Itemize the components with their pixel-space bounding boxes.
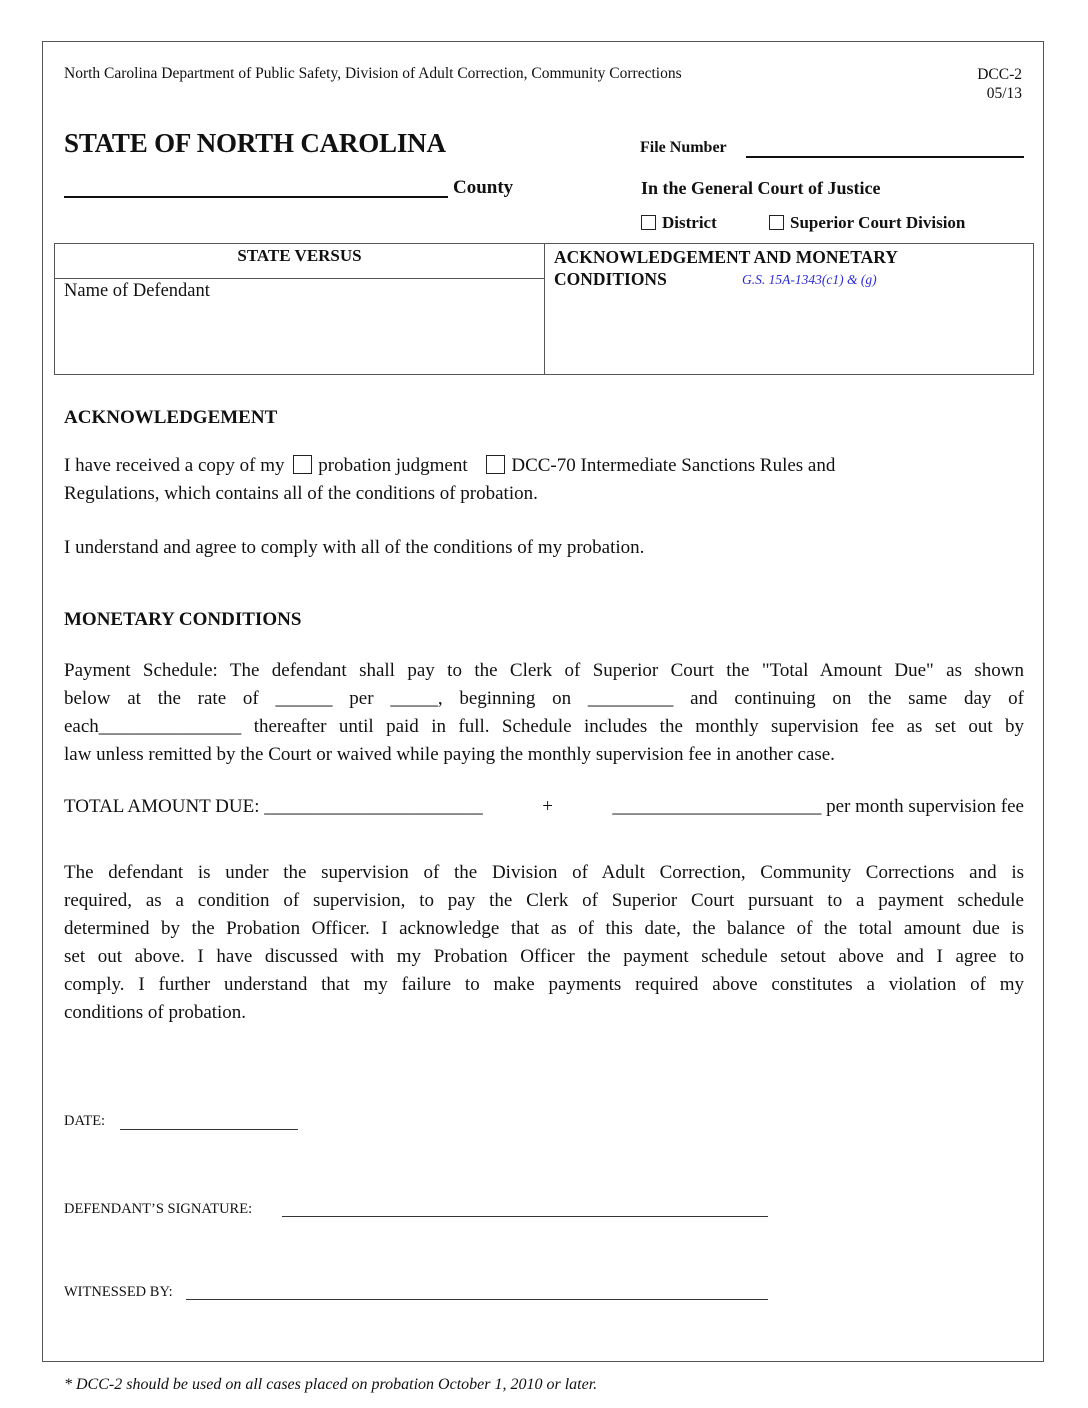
case-caption-box — [54, 243, 1034, 375]
district-option[interactable] — [641, 213, 717, 233]
probation-judgment-checkbox[interactable] — [293, 455, 312, 474]
superior-court-checkbox[interactable] — [769, 215, 784, 230]
court-label: In the General Court of Justice — [641, 178, 881, 198]
superior-court-option[interactable] — [769, 213, 965, 233]
caption-header-divider — [55, 278, 544, 279]
county-label: County — [453, 177, 514, 198]
payment-schedule-paragraph — [64, 657, 1024, 769]
defendant-signature-label: DEFENDANT’S SIGNATURE: — [64, 1201, 253, 1217]
witnessed-by-field[interactable] — [186, 1283, 768, 1300]
total-amount-due-line — [64, 796, 1024, 818]
total-amount-label[interactable]: TOTAL AMOUNT DUE: _______________________ — [64, 796, 483, 817]
defendant-name-field[interactable] — [59, 308, 539, 370]
district-checkbox[interactable] — [641, 215, 656, 230]
payment-line: below at the rate of ______ per _____, beginning on _________ and continuing on the same day of — [64, 688, 1024, 709]
dcc70-checkbox[interactable] — [486, 455, 505, 474]
supervision-line: The defendant is under the supervision of the Division of Adult Correction, Community Corrections and is — [64, 862, 1024, 883]
date-field[interactable] — [120, 1113, 298, 1130]
county-field[interactable] — [64, 180, 448, 198]
superior-court-label: Superior Court Division — [790, 213, 966, 232]
acknowledgement-heading: ACKNOWLEDGEMENT — [64, 407, 278, 428]
form-title-line-1: ACKNOWLEDGEMENT AND MONETARY — [554, 247, 898, 267]
supervision-line: comply. I further understand that my failure to make payments required above constitutes a violation of my — [64, 974, 1024, 995]
defendant-signature-field[interactable] — [282, 1200, 768, 1217]
payment-line: each_______________ thereafter until paid in full. Schedule includes the monthly supervision fee as set out by — [64, 716, 1024, 737]
received-prefix: I have received a copy of my — [64, 455, 285, 476]
supervision-paragraph — [64, 859, 1024, 1027]
footnote: * DCC-2 should be used on all cases placed on probation October 1, 2010 or later. — [64, 1376, 598, 1393]
file-number-field[interactable] — [746, 140, 1024, 158]
agree-statement: I understand and agree to comply with all of the conditions of my probation. — [64, 537, 645, 558]
defendant-name-label: Name of Defendant — [64, 281, 210, 301]
district-label: District — [662, 213, 717, 232]
dcc70-label: DCC-70 Intermediate Sanctions Rules and — [511, 455, 836, 476]
state-versus-header: STATE VERSUS — [237, 246, 362, 265]
file-number-label: File Number — [640, 139, 727, 156]
agency-name: North Carolina Department of Public Safety, Division of Adult Correction, Community Corrections — [64, 65, 682, 82]
state-title: STATE OF NORTH CAROLINA — [64, 128, 446, 158]
form-title-line-2: CONDITIONS — [554, 269, 667, 289]
caption-divider — [544, 244, 545, 374]
date-label: DATE: — [64, 1113, 106, 1129]
form-identifier — [977, 65, 1022, 103]
plus-sign: + — [542, 796, 553, 817]
form-code: DCC-2 — [977, 66, 1022, 83]
form-revision: 05/13 — [986, 85, 1022, 102]
supervision-line: conditions of probation. — [64, 1002, 247, 1023]
statute-reference: G.S. 15A-1343(c1) & (g) — [742, 272, 877, 287]
supervision-line: required, as a condition of supervision, to pay the Clerk of Superior Court pursuant to a payment schedule — [64, 890, 1024, 911]
supervision-fee-field[interactable]: ______________________ per month supervision fee — [612, 796, 1024, 817]
witnessed-by-label: WITNESSED BY: — [64, 1284, 173, 1300]
payment-line: law unless remitted by the Court or waived while paying the monthly supervision fee in another case. — [64, 744, 835, 765]
supervision-line: determined by the Probation Officer. I acknowledge that as of this date, the balance of the total amount due is — [64, 918, 1024, 939]
supervision-line: set out above. I have discussed with my Probation Officer the payment schedule setout above and I agree to — [64, 946, 1024, 967]
probation-judgment-label: probation judgment — [318, 455, 468, 476]
received-copy-continued: Regulations, which contains all of the conditions of probation. — [64, 483, 538, 504]
received-copy-line — [64, 455, 835, 477]
payment-line: Payment Schedule: The defendant shall pay to the Clerk of Superior Court the "Total Amount Due" as shown — [64, 660, 1024, 681]
monetary-conditions-heading: MONETARY CONDITIONS — [64, 609, 302, 630]
